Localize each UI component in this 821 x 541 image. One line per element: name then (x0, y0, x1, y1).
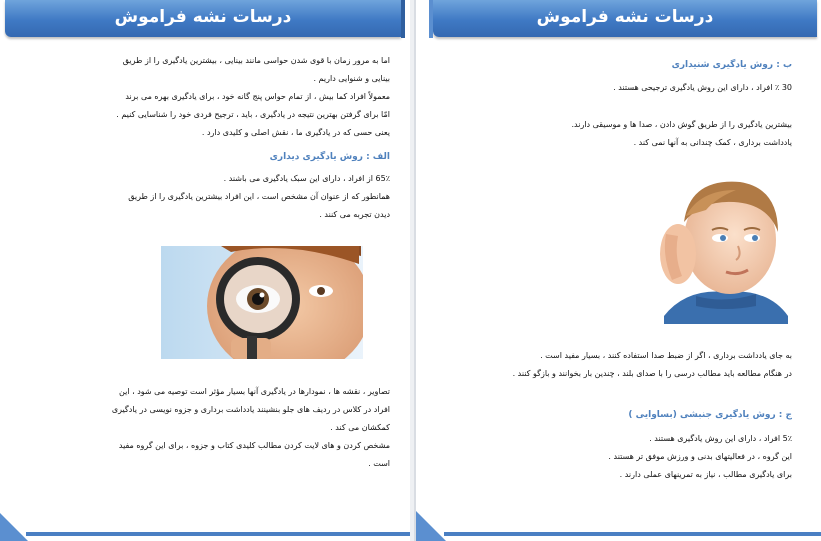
text-line: همانطور که از عنوان آن مشخص است ، این افراد بیشترین یادگیری را از طریق (128, 192, 390, 201)
right-header-edge (429, 0, 433, 38)
text-line: 30 ٪ افراد ، دارای این روش یادگیری ترجیحی هستند . (613, 83, 792, 92)
text-line: کمکشان می کند . (330, 423, 390, 432)
auditory-paragraph (436, 116, 792, 152)
text-line: 65٪ از افراد ، دارای این سبک یادگیری می باشند . (223, 174, 390, 183)
left-page-title: درسات نشه فراموش (5, 0, 401, 37)
text-line: برای یادگیری مطالب ، نیاز به تمرینهای عملی دارند . (619, 470, 792, 479)
listening-boy-photo (656, 176, 788, 324)
text-line: در هنگام مطالعه باید مطالب درسی را با صدای بلند ، چندین بار بخوانند و بازگو کنند . (512, 369, 792, 378)
left-bottom-bar (26, 532, 410, 536)
left-intro-paragraph (30, 52, 390, 142)
text-line: بیشترین یادگیری را از طریق گوش دادن ، صدا ها و موسیقی دارند. (571, 120, 792, 129)
left-page (0, 0, 410, 541)
magnifying-glass-photo-graphic (161, 246, 363, 359)
text-line: است . (368, 459, 390, 468)
text-line: بینایی و شنوایی داریم . (313, 74, 390, 83)
text-line: اما به مرور زمان با قوی شدن حواسی مانند بینایی ، بیشترین یادگیری را از طریق (122, 56, 390, 65)
auditory-learning-heading: ب : روش یادگیری شنیداری (671, 60, 792, 70)
right-bottom-corner (416, 511, 446, 541)
right-page-title: درسات نشه فراموش (433, 0, 817, 37)
text-line: افراد در کلاس در ردیف های جلو بنشینند یادداشت برداری و جزوه نویسی در یادگیری (111, 405, 390, 414)
auditory-tips-paragraph (436, 347, 792, 383)
left-bottom-corner (0, 513, 28, 541)
magnifying-glass-photo (161, 246, 363, 359)
right-bottom-bar (444, 532, 821, 536)
left-header-edge (401, 0, 405, 38)
kinesthetic-learning-heading: ج : روش یادگیری جنبشی (بساوایی ) (628, 410, 792, 420)
text-line: یادداشت برداری ، کمک چندانی به آنها نمی کند . (633, 138, 792, 147)
text-line: یعنی حسی که در یادگیری ما ، نقش اصلی و کلیدی دارد . (201, 128, 390, 137)
text-line: این گروه ، در فعالیتهای بدنی و ورزش موفق تر هستند . (608, 452, 792, 461)
visual-tips-paragraph (30, 383, 390, 473)
text-line: دیدن تجربه می کنند . (319, 210, 390, 219)
text-line: امّا برای گرفتن بهترین نتیجه در یادگیری ، باید ، ترجیح فردی خود را شناسایی کنیم . (116, 110, 390, 119)
visual-learning-heading: الف : روش یادگیری دیداری (269, 152, 390, 162)
listening-boy-photo-graphic (656, 176, 788, 324)
text-line: تصاویر ، نقشه ها ، نمودارها در یادگیری آنها بسیار مؤثر است توصیه می شود ، این (119, 387, 390, 396)
auditory-percent (436, 79, 792, 97)
right-page (414, 0, 821, 541)
visual-learning-paragraph (30, 170, 390, 224)
text-line: 5٪ افراد ، دارای این روش یادگیری هستند . (649, 434, 792, 443)
text-line: مشخص کردن و های لایت کردن مطالب کلیدی کتاب و جزوه ، برای این گروه مفید (118, 441, 390, 450)
kinesthetic-paragraph (436, 430, 792, 484)
text-line: معمولاً افراد کما بیش ، از تمام حواس پنج گانه خود ، برای یادگیری بهره می برند (125, 92, 390, 101)
text-line: به جای یادداشت برداری ، اگر از ضبط صدا استفاده کنند ، بسیار مفید است . (540, 351, 792, 360)
